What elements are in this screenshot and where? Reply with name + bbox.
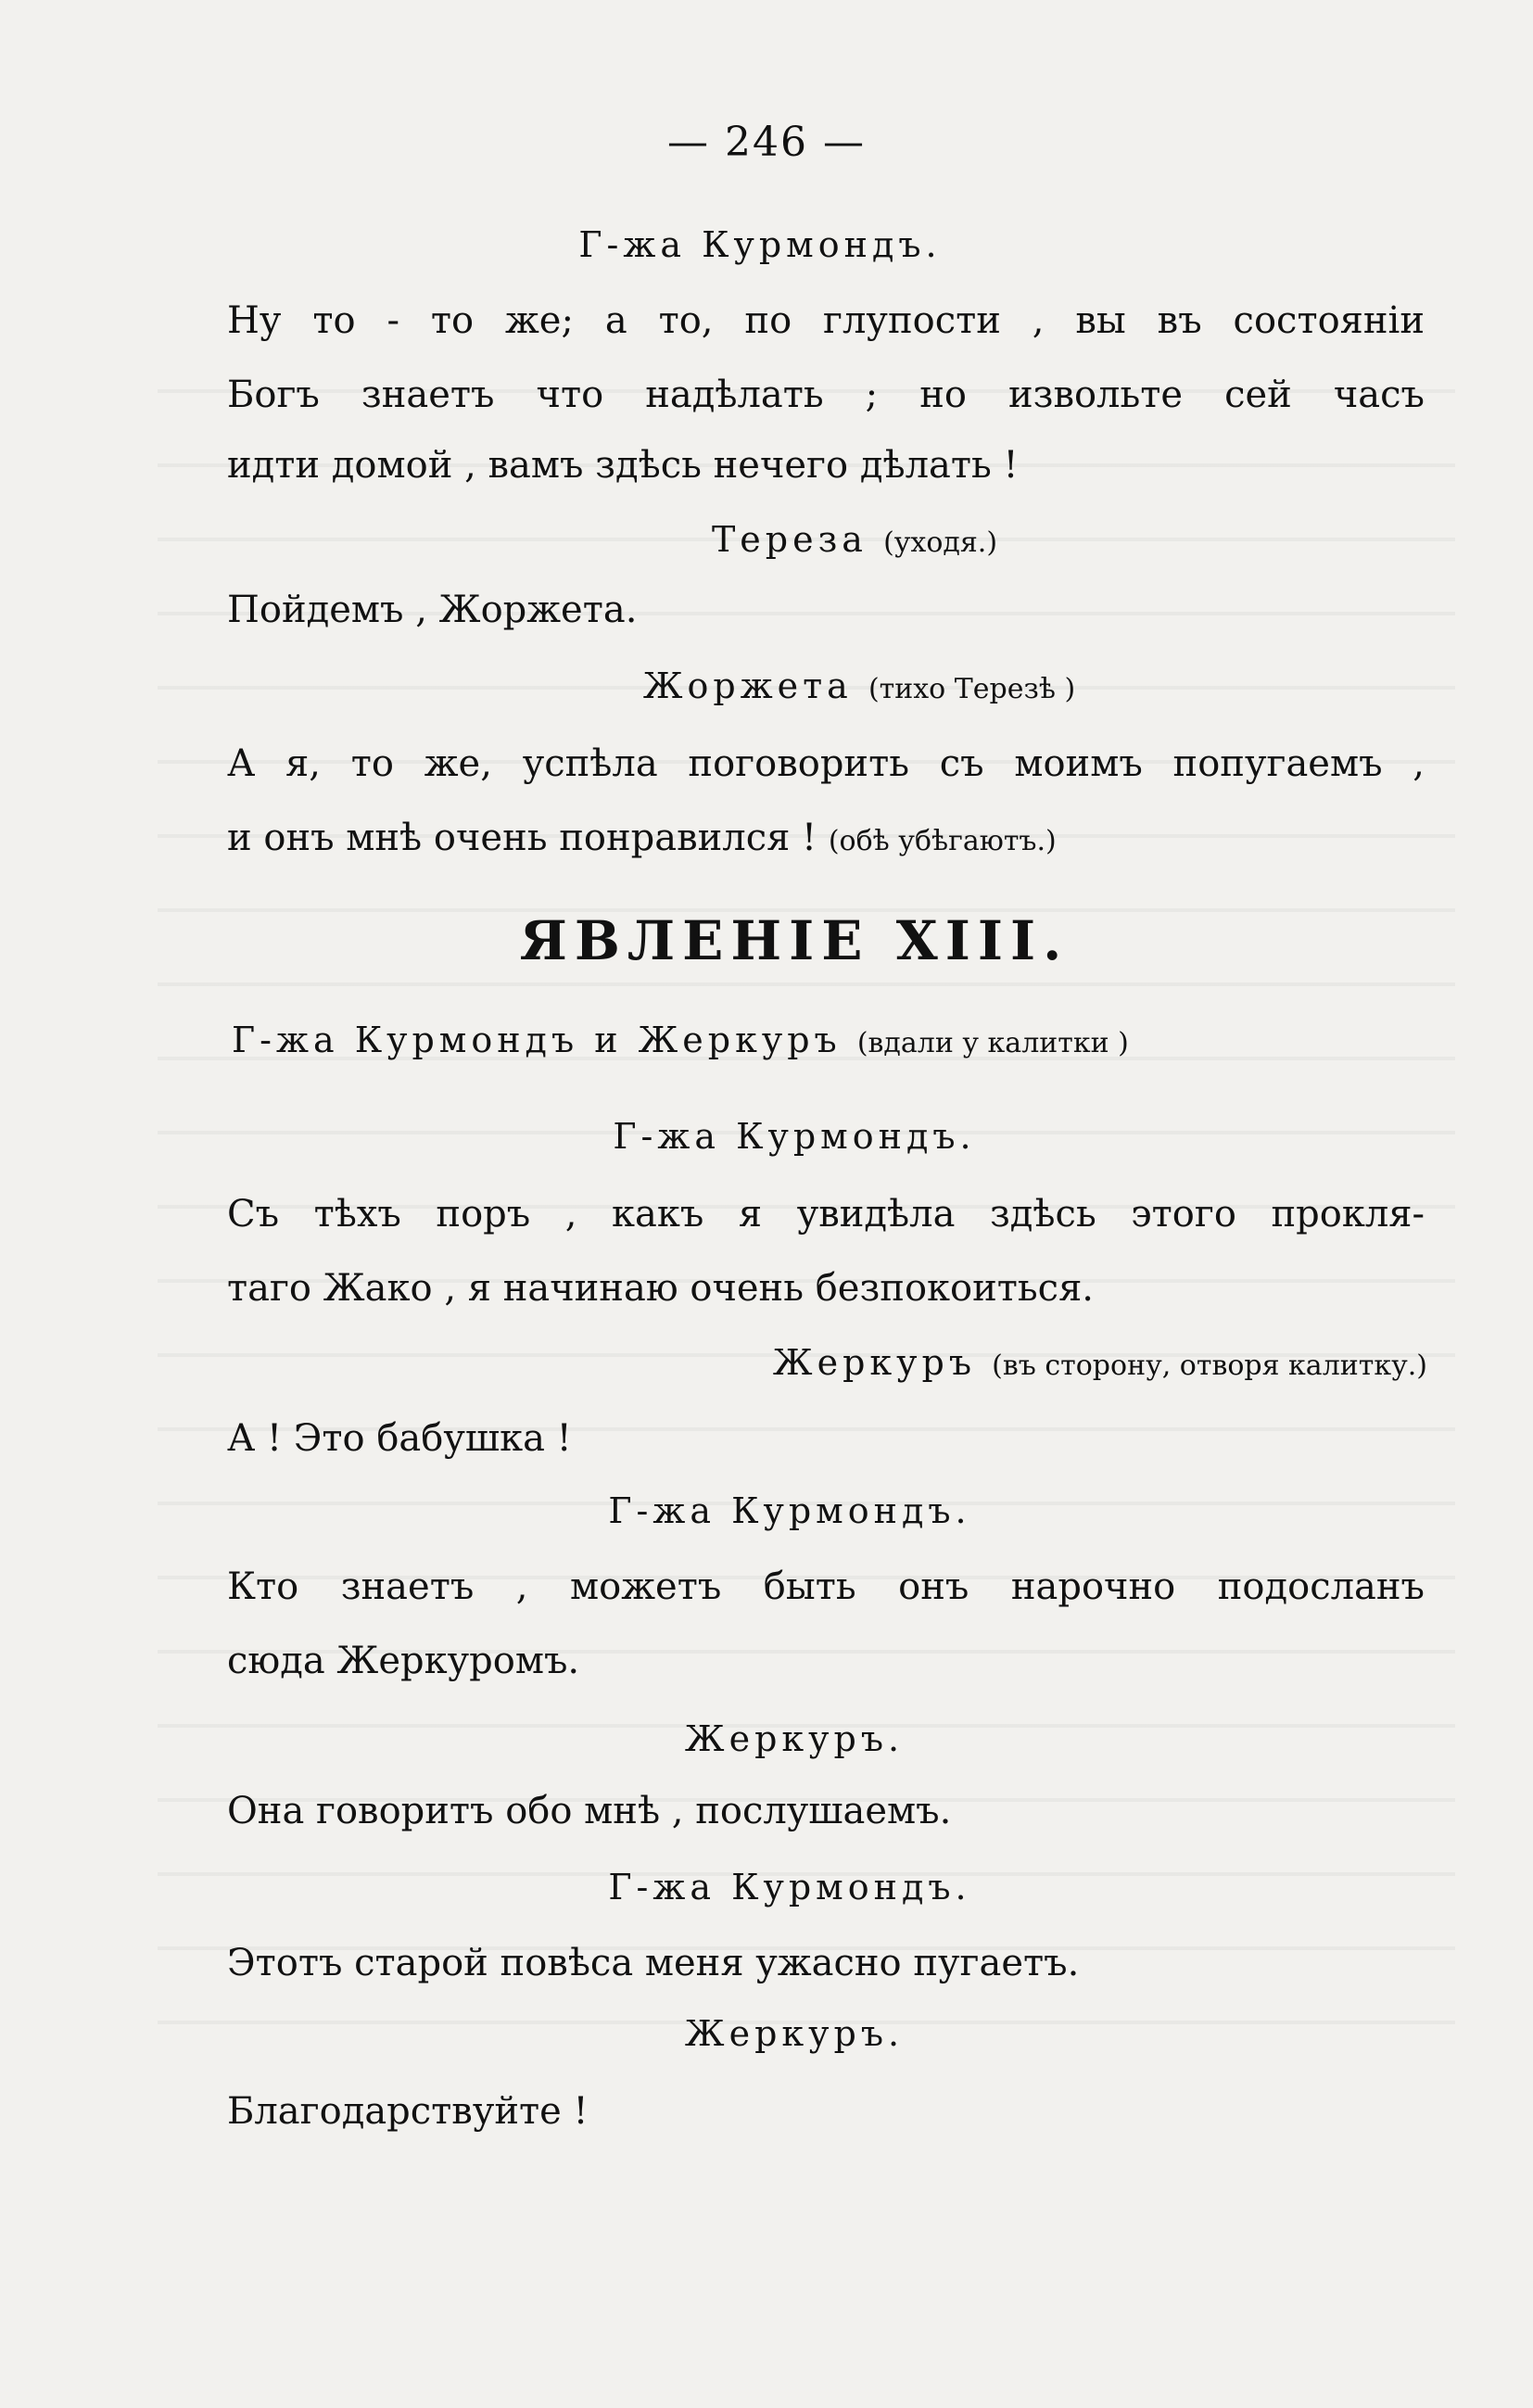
- text-line: Съ тѣхъ поръ , какъ я увидѣла здѣсь этого прокля-: [227, 1193, 1425, 1236]
- speaker-name: Г-жа Курмондъ.: [608, 1490, 971, 1531]
- text-line: идти домой , вамъ здѣсь нечего дѣлать !: [227, 444, 1019, 487]
- text-line: Кто знаетъ , можетъ быть онъ нарочно подосланъ: [227, 1565, 1425, 1608]
- speaker-line: [0, 222, 1409, 267]
- text-line: Богъ знаетъ что надѣлать ; но извольте сей часъ: [227, 374, 1425, 416]
- page-number: — 246 —: [667, 119, 866, 166]
- text-span: и онъ мнѣ очень понравился !: [227, 817, 817, 859]
- speaker-line: [0, 1489, 1533, 1533]
- stage-direction: (обѣ убѣгаютъ.): [828, 825, 1057, 857]
- speaker-name: Г-жа Курмондъ.: [578, 224, 942, 265]
- stage-direction: (тихо Терезѣ ): [868, 673, 1076, 705]
- speaker-name: Г-жа Курмондъ.: [608, 1867, 971, 1907]
- text-line: Ну то - то же; а то, по глупости , вы въ состояніи: [227, 299, 1425, 342]
- speaker-line: [0, 1717, 1533, 1761]
- text-line: Пойдемъ , Жоржета.: [227, 589, 638, 631]
- speaker-name: Жоржета: [642, 665, 853, 706]
- stage-direction: (въ сторону, отворя калитку.): [992, 1350, 1427, 1382]
- text-line: [227, 816, 1425, 864]
- text-line: сюда Жеркуромъ.: [227, 1640, 580, 1682]
- speaker-line: [232, 1018, 1427, 1066]
- speaker-line: [0, 2011, 1533, 2056]
- speaker-name: Г-жа Курмондъ и Жеркуръ: [232, 1020, 842, 1060]
- speaker-line: [0, 1340, 1427, 1388]
- text-line: А ! Это бабушка !: [227, 1417, 572, 1460]
- speaker-line: [0, 1865, 1533, 1909]
- speaker-line: [0, 517, 1533, 565]
- scene-heading: ЯВЛЕНІЕ XIII.: [519, 909, 1070, 972]
- text-line: таго Жако , я начинаю очень безпокоиться.: [227, 1267, 1095, 1310]
- speaker-line: [0, 1114, 1533, 1159]
- text-line: Благодарствуйте !: [227, 2090, 589, 2133]
- text-line: А я, то же, успѣла поговорить съ моимъ попугаемъ ,: [227, 742, 1425, 785]
- speaker-name: Жеркуръ: [772, 1342, 977, 1383]
- stage-direction: (вдали у калитки ): [856, 1027, 1129, 1059]
- speaker-name: Г-жа Курмондъ.: [613, 1116, 976, 1157]
- text-line: Этотъ старой повѣса меня ужасно пугаетъ.: [227, 1942, 1080, 1984]
- speaker-name: Тереза: [711, 519, 868, 560]
- stage-direction: (уходя.): [883, 526, 998, 559]
- text-line: Она говоритъ обо мнѣ , послушаемъ.: [227, 1790, 952, 1832]
- speaker-name: Жеркуръ.: [684, 2013, 905, 2054]
- speaker-line: [0, 664, 1533, 712]
- speaker-name: Жеркуръ.: [684, 1718, 905, 1759]
